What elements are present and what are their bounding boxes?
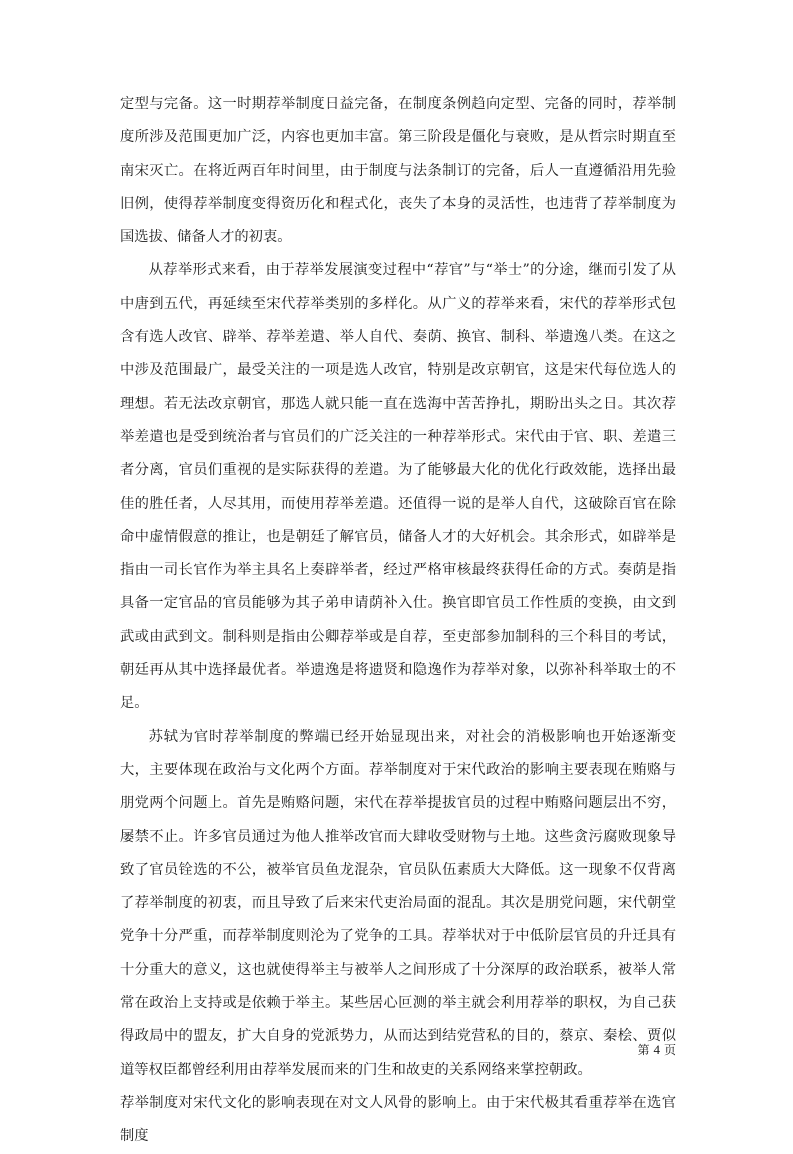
document-body <box>120 88 676 1154</box>
page-number-suffix: 页 <box>663 1043 676 1057</box>
paragraph-4: 荐举制度对宋代文化的影响表现在对文人风骨的影响上。由于宋代极其看重荐举在选官制度 <box>120 1094 676 1145</box>
paragraph-3: 苏轼为官时荐举制度的弊端已经开始显现出来，对社会的消极影响也开始逐渐变大，主要体现在政治与文化两个方面。荐举制度对于宋代政治的影响主要表现在贿赂与朋党两个问题上。首先是贿赂问题，宋代在荐举提拔官员的过程中贿赂问题层出不穷，屡禁不止。许多官员通过为他人推举改官而大肆收受财物与土地。这些贪污腐败现象导致了官员铨选的不公，被举官员鱼龙混杂，官员队伍素质大大降低。这一现象不仅背离了荐举制度的初衷，而且导致了后来宋代吏治局面的混乱。其次是朋党问题，宋代朝堂党争十分严重，而荐举制度则沦为了党争的工具。荐举状对于中低阶层官员的升迁具有十分重大的意义，这也就使得举主与被举人之间形成了十分深厚的政治联系，被举人常常在政治上支持或是依赖于举主。某些居心叵测的举主就会利用荐举的职权，为自己获得政局中的盟友，扩大自身的党派势力，从而达到结党营私的目的，蔡京、秦桧、贾似道等权臣都曾经利用由荐举发展而来的门生和故吏的关系网络来掌控朝政。 <box>120 728 676 1078</box>
paragraph-1: 定型与完备。这一时期荐举制度日益完备，在制度条例趋向定型、完备的同时，荐举制度所涉及范围更加广泛，内容也更加丰富。第三阶段是僵化与衰败，是从哲宗时期直至南宋灭亡。在将近两百年时间里，由于制度与法条制订的完备，后人一直遵循沿用先验旧例，使得荐举制度变得资历化和程式化，丧失了本身的灵活性，也违背了荐举制度为国选拔、储备人才的初衷。 <box>120 96 676 246</box>
paragraph-2: 从荐举形式来看，由于荐举发展演变过程中“荐官”与“举士”的分途，继而引发了从中唐到五代，再延续至宋代荐举类别的多样化。从广义的荐举来看，宋代的荐举形式包含有选人改官、辟举、荐举差遣、举人自代、奏荫、换官、制科、举遗逸八类。在这之中涉及范围最广，最受关注的一项是选人改官，特别是改京朝官，这是宋代每位选人的理想。若无法改京朝官，那选人就只能一直在选海中苦苦挣扎，期盼出头之日。其次荐举差遣也是受到统治者与官员们的广泛关注的一种荐举形式。宋代由于官、职、差遣三者分离，官员们重视的是实际获得的差遣。为了能够最大化的优化行政效能，选择出最佳的胜任者，人尽其用，而使用荐举差遣。还值得一说的是举人自代，这破除百官在除命中虚情假意的推让，也是朝廷了解官员，储备人才的大好机会。其余形式，如辟举是指由一司长官作为举主具名上奏辟举者，经过严格审核最终获得任命的方式。奏荫是指具备一定官品的官员能够为其子弟申请荫补入仕。换官即官员工作性质的变换，由文到武或由武到文。制科则是指由公卿荐举或是自荐，至吏部参加制科的三个科目的考试，朝廷再从其中选择最优者。举遗逸是将遗贤和隐逸作为荐举对象，以弥补科举取士的不足。 <box>120 262 676 712</box>
page-footer <box>637 1041 676 1058</box>
page-number-prefix: 第 <box>637 1043 650 1057</box>
page-number: 4 <box>653 1042 660 1057</box>
